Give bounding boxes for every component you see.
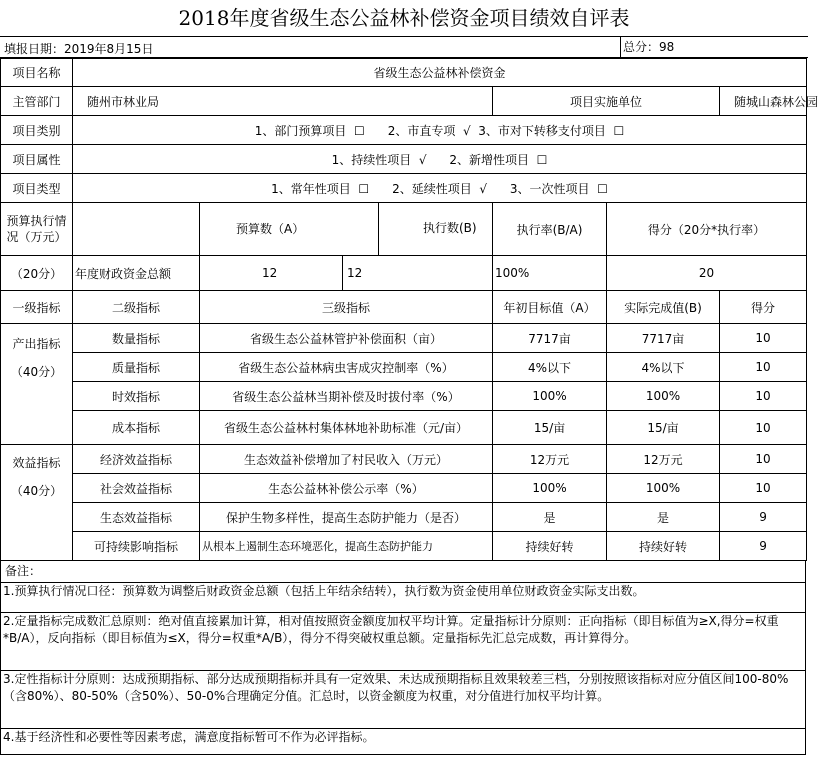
page-title: 2018年度省级生态公益林补偿资金项目绩效自评表	[178, 6, 630, 30]
table-row	[1, 324, 807, 353]
table-row	[1, 503, 807, 532]
impl-unit-value: 随城山森林公园	[720, 87, 807, 116]
row-l2: 数量指标	[73, 324, 200, 353]
note-1: 1.预算执行情况口径：预算数为调整后财政资金总额（包括上年结余结转），执行数为资金使用单位财政资金实际支出数。	[1, 583, 806, 613]
row-l3: 保护生物多样性，提高生态防护能力（是否）	[200, 503, 493, 532]
budget-header-budget	[200, 203, 493, 256]
table-row	[1, 474, 807, 503]
note-3: 3.定性指标计分原则：达成预期指标、部分达成预期指标并具有一定效果、未达成预期指标且效果较差三档，分别按照该指标对应分值区间100-80%（含80%）、80-50%（含50%）、50-0%合理确定分值。汇总时，以资金额度为权重，对分值进行加权平均计算。	[1, 671, 806, 729]
row-score: 10	[720, 382, 807, 411]
notes-table	[0, 561, 806, 755]
note-4: 4.基于经济性和必要性等因素考虑，满意度指标暂可不作为必评指标。	[1, 729, 806, 755]
row-target: 4%以下	[493, 353, 607, 382]
budget-label: 预算执行情况（万元）	[1, 203, 73, 256]
row-actual: 是	[607, 503, 720, 532]
type-label: 项目类型	[1, 174, 73, 203]
row-target: 12万元	[493, 445, 607, 474]
row-l2: 生态效益指标	[73, 503, 200, 532]
type-row	[1, 174, 807, 203]
row-actual: 100%	[607, 382, 720, 411]
exec-value-text: 12	[342, 256, 492, 290]
row-l3: 从根本上遏制生态环境恶化，提高生态防护能力	[200, 532, 493, 561]
row-score: 10	[720, 411, 807, 445]
dept-value: 随州市林业局	[73, 87, 493, 116]
output-group-name: 产出指标	[12, 337, 61, 351]
header-score: 得分	[720, 291, 807, 324]
row-l3: 省级生态公益林管护补偿面积（亩）	[200, 324, 493, 353]
row-actual: 4%以下	[607, 353, 720, 382]
row-l2: 经济效益指标	[73, 445, 200, 474]
budget-value	[200, 256, 493, 291]
row-actual: 持续好转	[607, 532, 720, 561]
row-target: 7717亩	[493, 324, 607, 353]
row-actual: 15/亩	[607, 411, 720, 445]
header-level2: 二级指标	[73, 291, 200, 324]
output-group-cell	[1, 324, 73, 445]
row-l2: 成本指标	[73, 411, 200, 445]
row-l3: 省级生态公益林当期补偿及时拔付率（%）	[200, 382, 493, 411]
notes-label: 备注：	[1, 561, 806, 583]
row-l2: 可持续影响指标	[73, 532, 200, 561]
row-target: 持续好转	[493, 532, 607, 561]
budget-score-value: 20	[607, 256, 807, 291]
budget-header-row	[1, 203, 807, 256]
fill-date: 填报日期：2019年8月15日	[4, 42, 154, 56]
header-level1: 一级指标	[1, 291, 73, 324]
category-row	[1, 116, 807, 145]
row-l2: 质量指标	[73, 353, 200, 382]
attribute-label: 项目属性	[1, 145, 73, 174]
table-row	[1, 445, 807, 474]
dept-row	[1, 87, 807, 116]
benefit-group-cell	[1, 445, 73, 561]
row-score: 10	[720, 445, 807, 474]
evaluation-table	[0, 58, 818, 561]
header-actual: 实际完成值(B)	[607, 291, 720, 324]
type-options: 1、常年性项目 ☐ 2、延续性项目 √ 3、一次性项目 ☐	[73, 174, 807, 203]
row-score: 10	[720, 474, 807, 503]
row-target: 15/亩	[493, 411, 607, 445]
row-target: 100%	[493, 382, 607, 411]
attribute-row	[1, 145, 807, 174]
budget-blank	[73, 203, 200, 256]
header-level3: 三级指标	[200, 291, 493, 324]
row-l2: 社会效益指标	[73, 474, 200, 503]
row-target: 是	[493, 503, 607, 532]
header-target: 年初目标值（A）	[493, 291, 607, 324]
table-row	[1, 353, 807, 382]
project-name-value: 省级生态公益林补偿资金	[73, 59, 807, 87]
impl-unit-label: 项目实施单位	[493, 87, 720, 116]
row-l3: 生态公益林补偿公示率（%）	[200, 474, 493, 503]
project-name-row	[1, 59, 807, 87]
row-score: 10	[720, 324, 807, 353]
budget-value-text: 12	[262, 266, 278, 280]
row-target: 100%	[493, 474, 607, 503]
row-l3: 生态效益补偿增加了村民收入（万元）	[200, 445, 493, 474]
dept-label: 主管部门	[1, 87, 73, 116]
budget-row-label: 年度财政资金总额	[73, 256, 200, 291]
budget-score-label: （20分）	[1, 256, 73, 291]
row-actual: 12万元	[607, 445, 720, 474]
benefit-group-score: （40分）	[10, 484, 63, 498]
budget-value-row	[1, 256, 807, 291]
table-row	[1, 411, 807, 445]
budget-rate-value: 100%	[493, 256, 607, 291]
budget-header-budget-text: 预算数（A）	[236, 221, 305, 236]
row-l2: 时效指标	[73, 382, 200, 411]
note-2: 2.定量指标完成数汇总原则：绝对值直接累加计算，相对值按照资金额度加权平均计算。定量指标计分原则：正向指标（即目标值为≥X,得分=权重*B/A），反向指标（即目标值为≤X，得分=权重*A/B），得分不得突破权重总额。定量指标先汇总完成数，再计算得分。	[1, 613, 806, 671]
total-score: 总分：98	[620, 37, 674, 57]
table-row	[1, 532, 807, 561]
row-l3: 省级生态公益林病虫害成灾控制率（%）	[200, 353, 493, 382]
attribute-options: 1、持续性项目 √ 2、新增性项目 ☐	[73, 145, 807, 174]
row-score: 9	[720, 532, 807, 561]
output-group-score: （40分）	[10, 365, 63, 379]
budget-header-rate: 执行率(B/A)	[493, 203, 607, 256]
row-actual: 100%	[607, 474, 720, 503]
row-l3: 省级生态公益林村集体林地补助标准（元/亩）	[200, 411, 493, 445]
header-info-row	[0, 36, 808, 58]
row-score: 10	[720, 353, 807, 382]
row-actual: 7717亩	[607, 324, 720, 353]
table-row	[1, 382, 807, 411]
budget-header-exec-text: 执行数(B)	[378, 203, 492, 255]
indicator-header-row	[1, 291, 807, 324]
project-name-label: 项目名称	[1, 59, 73, 87]
category-label: 项目类别	[1, 116, 73, 145]
benefit-group-name: 效益指标	[12, 456, 61, 470]
category-options: 1、部门预算项目 ☐ 2、市直专项 √ 3、市对下转移支付项目 ☐	[73, 116, 807, 145]
budget-header-score: 得分（20分*执行率）	[607, 203, 807, 256]
row-score: 9	[720, 503, 807, 532]
